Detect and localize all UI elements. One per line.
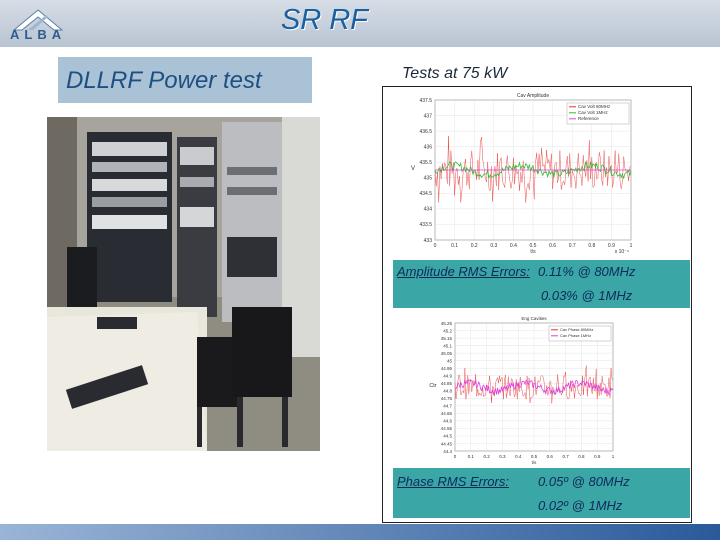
y-tick-label: 44.8 <box>443 388 452 394</box>
y-tick-label: 45.1 <box>443 343 452 349</box>
phase-errors-label: Phase RMS Errors: <box>397 474 509 489</box>
x-tick-label: 0.2 <box>470 243 478 249</box>
y-tick-label: 44.4 <box>443 448 452 454</box>
x-tick-label: 0.9 <box>607 243 615 249</box>
legend-label: Cav Volt 80MHz <box>578 104 611 109</box>
legend-label: Reference <box>578 116 599 121</box>
phase-errors-80mhz: 0.05º @ 80MHz <box>538 474 630 489</box>
x-axis-label: t/s <box>531 460 537 465</box>
chart-title: Eng Cavities <box>521 316 547 321</box>
phase-errors-1mhz: 0.02º @ 1MHz <box>538 498 623 513</box>
x-tick-label: 0.8 <box>588 243 596 249</box>
x-tick-label: 0.8 <box>578 454 585 459</box>
legend-label: Cav Phase 1MHz <box>560 333 592 338</box>
logo-text: ALBA <box>10 27 67 42</box>
x-tick-label: 0.2 <box>483 454 490 459</box>
x-tick-label: 0.1 <box>451 243 459 249</box>
x-tick-label: 0.6 <box>546 454 553 459</box>
amplitude-chart-svg <box>391 90 639 258</box>
x-tick-label: 0.6 <box>549 243 557 249</box>
y-tick-label: 45.2 <box>443 328 452 334</box>
y-tick-label: 435 <box>423 175 432 182</box>
amplitude-errors-label: Amplitude RMS Errors: <box>397 264 530 279</box>
subtitle-text: DLLRF Power test <box>66 67 262 94</box>
x-tick-label: 0.4 <box>509 243 517 249</box>
y-tick-label: 44.7 <box>443 403 452 409</box>
footer-bar <box>0 524 720 540</box>
header-bar <box>0 0 720 47</box>
y-tick-label: 44.45 <box>440 441 452 447</box>
y-axis-label: Ctr <box>429 383 437 389</box>
x-tick-label: 0 <box>453 454 457 459</box>
x-tick-label: 0 <box>433 243 437 249</box>
tests-title: Tests at 75 kW <box>402 65 508 82</box>
y-tick-label: 434.5 <box>419 191 432 198</box>
lab-photo-image <box>47 117 320 451</box>
y-tick-label: 44.5 <box>443 433 452 439</box>
amplitude-chart <box>391 90 639 258</box>
amplitude-errors-1mhz: 0.03% @ 1MHz <box>541 288 633 303</box>
y-tick-label: 45 <box>446 358 452 364</box>
x-tick-label: 1 <box>629 243 633 249</box>
y-axis-label: V <box>410 166 416 172</box>
y-tick-label: 45.15 <box>440 335 452 341</box>
phase-chart-svg <box>423 313 623 467</box>
x-tick-label: 0.5 <box>529 243 537 249</box>
phase-errors-box <box>393 468 690 518</box>
lab-photo <box>47 117 320 451</box>
y-tick-label: 44.55 <box>440 426 452 432</box>
y-tick-label: 436.5 <box>419 128 432 135</box>
y-tick-label: 434 <box>423 206 432 213</box>
y-tick-label: 436 <box>423 144 432 151</box>
x-tick-label: 1 <box>611 454 615 459</box>
chart-title: Cav Amplitude <box>516 93 550 99</box>
legend-label: Cav Phase 80MHz <box>560 327 594 332</box>
y-tick-label: 45.05 <box>440 350 452 356</box>
y-tick-label: 44.6 <box>443 418 452 424</box>
y-tick-label: 44.9 <box>443 373 452 379</box>
y-tick-label: 437.5 <box>419 97 432 104</box>
amplitude-errors-80mhz: 0.11% @ 80MHz <box>538 264 636 279</box>
slide-title: SR RF <box>281 4 368 36</box>
y-tick-label: 437 <box>423 113 432 120</box>
y-tick-label: 44.75 <box>440 396 452 402</box>
y-tick-label: 433.5 <box>419 222 432 229</box>
x-tick-label: 0.3 <box>490 243 498 249</box>
x-axis-label: t/s <box>530 249 536 255</box>
x-tick-label: 0.4 <box>515 454 522 459</box>
y-tick-label: 44.65 <box>440 411 452 417</box>
y-tick-label: 433 <box>423 237 432 244</box>
x-multiplier-label: x 10⁻⁴ <box>614 249 629 255</box>
subtitle-box <box>58 57 312 103</box>
legend-label: Cav Volt 1MHz <box>578 110 608 115</box>
x-tick-label: 0.1 <box>467 454 474 459</box>
amplitude-errors-box <box>393 260 690 308</box>
x-tick-label: 0.7 <box>562 454 569 459</box>
x-tick-label: 0.5 <box>530 454 538 459</box>
y-tick-label: 44.95 <box>440 365 452 371</box>
x-tick-label: 0.9 <box>594 454 601 459</box>
y-tick-label: 435.5 <box>419 160 432 167</box>
results-panel <box>382 86 692 523</box>
phase-chart <box>423 313 623 467</box>
y-tick-label: 44.85 <box>440 381 452 387</box>
x-tick-label: 0.7 <box>568 243 576 249</box>
x-tick-label: 0.3 <box>499 454 506 459</box>
y-tick-label: 45.25 <box>440 320 452 326</box>
